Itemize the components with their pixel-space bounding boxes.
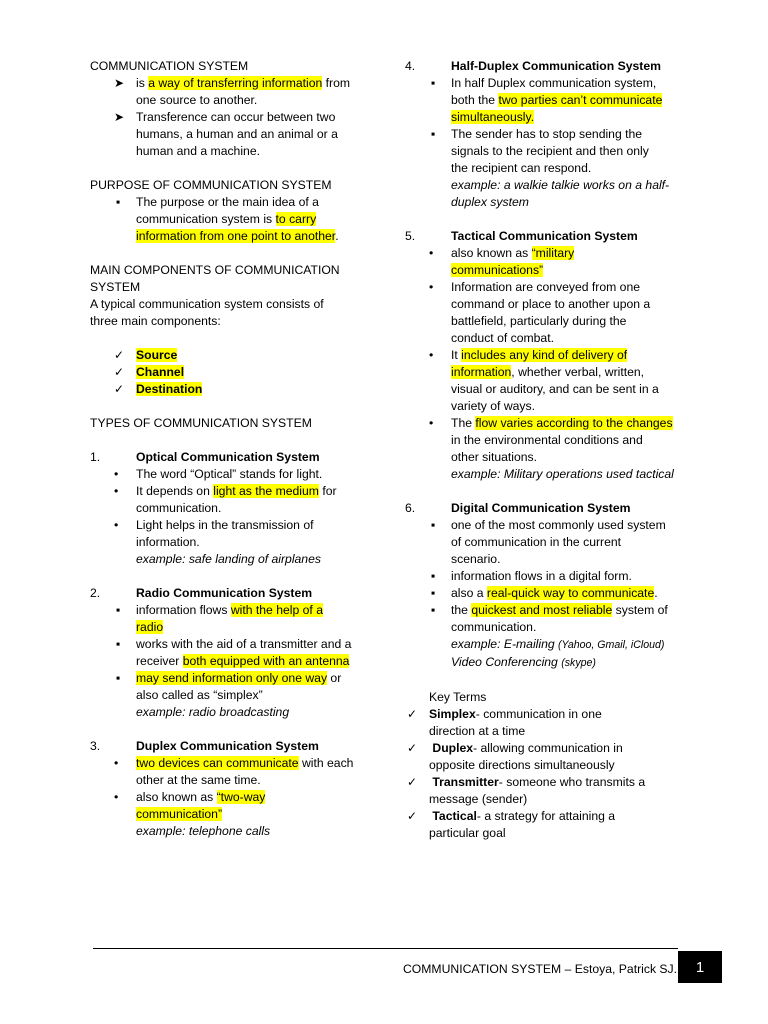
key-term-item: ✓ Duplex- allowing communication in opposite directions simultaneously: [407, 741, 623, 772]
heading-main-components: MAIN COMPONENTS OF COMMUNICATION: [90, 263, 340, 277]
key-term-item: ✓ Transmitter- someone who transmits a message (sender): [407, 775, 646, 806]
check-icon: ✓: [407, 809, 418, 823]
components-intro: A typical communication system consists of: [90, 297, 324, 311]
square-bullet-icon: ▪: [116, 671, 121, 685]
list-item: ▪ The sender has to stop sending the signals to the recipient and then only the recipient can respond. example: a walkie talkie works on a half- duplex system: [405, 126, 695, 211]
list-item: ▪ The purpose or the main idea of a communication system is to carry information from one point to another.: [116, 195, 339, 243]
example-text: example: Military operations used tactical: [451, 467, 674, 481]
square-bullet-icon: ▪: [116, 603, 121, 617]
square-bullet-icon: ▪: [431, 518, 436, 532]
square-bullet-icon: ▪: [431, 76, 436, 90]
dot-bullet-icon: •: [114, 756, 119, 770]
heading-purpose: PURPOSE OF COMMUNICATION SYSTEM: [90, 178, 332, 192]
type-tactical-title: 5. Tactical Communication System: [405, 229, 638, 243]
footer-text: COMMUNICATION SYSTEM – Estoya, Patrick SJ.: [403, 962, 678, 976]
list-item: ▪ information flows in a digital form.: [431, 569, 632, 583]
list-item: • also known as “two-way communication” example: telephone calls: [90, 789, 375, 840]
dot-bullet-icon: •: [114, 790, 119, 804]
example-text: example: radio broadcasting: [136, 705, 290, 719]
key-term-item: ✓ Tactical- a strategy for attaining a particular goal: [407, 809, 616, 840]
dot-bullet-icon: •: [114, 467, 119, 481]
square-bullet-icon: ▪: [431, 586, 436, 600]
list-item: ▪ the quickest and most reliable system of communication. example: E-mailing (Yahoo, Gmail, iCloud) Video Conferencing (skype): [405, 602, 695, 672]
square-bullet-icon: ▪: [116, 637, 121, 651]
dot-bullet-icon: •: [429, 348, 434, 362]
list-item: • It includes any kind of delivery of information, whether verbal, written, visual or auditory, and can be sent in a variety of ways.: [429, 348, 659, 413]
component-item: ✓ Channel: [114, 365, 185, 379]
list-item: • Information are conveyed from one command or place to another upon a battlefield, particularly during the conduct of combat.: [429, 280, 651, 345]
list-item: ➤ Transference can occur between two humans, a human and an animal or a human and a machine.: [114, 110, 338, 158]
square-bullet-icon: ▪: [431, 127, 436, 141]
type-half-duplex-title: 4. Half-Duplex Communication System: [405, 59, 661, 73]
arrow-bullet-icon: ➤: [114, 76, 125, 90]
type-radio-title: 2. Radio Communication System: [90, 586, 313, 600]
list-item: • also known as “military communications”: [429, 246, 575, 277]
dot-bullet-icon: •: [429, 280, 434, 294]
check-icon: ✓: [407, 707, 418, 721]
example-text: example: telephone calls: [136, 824, 271, 838]
list-item: • It depends on light as the medium for communication.: [114, 484, 337, 515]
list-item: ➤ is a way of transferring information from one source to another.: [114, 76, 351, 107]
square-bullet-icon: ▪: [431, 569, 436, 583]
list-item: • The word “Optical” stands for light.: [114, 467, 323, 481]
type-duplex-title: 3. Duplex Communication System: [90, 739, 319, 753]
example-text: example: a walkie talkie works on a half-: [451, 178, 670, 192]
key-terms-title: Key Terms: [429, 690, 487, 704]
list-item: ▪ information flows with the help of a radio: [116, 603, 323, 634]
dot-bullet-icon: •: [429, 416, 434, 430]
list-item: • The flow varies according to the changes in the environmental conditions and other situations. example: Military operations used tactical: [405, 415, 695, 483]
list-item: ▪ one of the most commonly used system of communication in the current scenario.: [431, 518, 666, 566]
example-text: example: safe landing of airplanes: [136, 552, 321, 566]
dot-bullet-icon: •: [114, 518, 119, 532]
type-optical-title: 1. Optical Communication System: [90, 450, 320, 464]
dot-bullet-icon: •: [114, 484, 119, 498]
heading-communication-system: COMMUNICATION SYSTEM: [90, 59, 249, 73]
heading-types: TYPES OF COMMUNICATION SYSTEM: [90, 416, 312, 430]
check-icon: ✓: [114, 348, 125, 362]
list-item: ▪ may send information only one way or also called as “simplex” example: radio broadcasting: [90, 670, 375, 721]
square-bullet-icon: ▪: [116, 195, 121, 209]
footer-divider: [93, 948, 678, 949]
list-item: • Light helps in the transmission of information. example: safe landing of airplanes: [90, 517, 375, 568]
example-text: example: E-mailing (Yahoo, Gmail, iCloud): [451, 637, 665, 651]
check-icon: ✓: [407, 741, 418, 755]
right-column: [405, 58, 695, 842]
component-item: ✓ Destination: [114, 382, 203, 396]
list-item: ▪ also a real-quick way to communicate.: [431, 586, 658, 600]
key-term-item: ✓ Simplex- communication in one direction at a time: [407, 707, 602, 738]
square-bullet-icon: ▪: [431, 603, 436, 617]
dot-bullet-icon: •: [429, 246, 434, 260]
component-item: ✓ Source: [114, 348, 178, 362]
type-digital-title: 6. Digital Communication System: [405, 501, 631, 515]
left-column: COMMUNICATION SYSTEM ➤ is a way of transferring information from one source to another. ➤ Transference can occur between two humans, a human and an animal or a human and a machine. PURPOSE OF COMMUNICATION SYSTEM ▪ The purpose or the main idea of a communication system is to carry information from one point to another. MAIN COMPONENTS OF COMMUNICATION SYSTEM A typical communication system consists of three main components: ✓ Source ✓ Channel ✓ Destination TYPES OF COMMUNICATION SYSTEM 1. Optical Communication System • The word “Optical” stands for light. • It depends on light as the medium for communication. • Light helps in the transmission of information. example: safe landing of airplanes 2. Radio Communication System ▪ information flows with the help of a radio ▪ works with the aid of a transmitter and a receiver both equipped with an antenna ▪ may send information only one way or also called as “simplex” example: radio broadcasting 3. Duplex Communication System • two devices can communicate with each other at the same time. • also known as “two-way communication” example: telephone calls: [90, 58, 375, 840]
list-item: • two devices can communicate with each other at the same time.: [114, 756, 354, 787]
list-item: ▪ In half Duplex communication system, both the two parties can’t communicate simultaneously.: [431, 76, 663, 124]
arrow-bullet-icon: ➤: [114, 110, 125, 124]
check-icon: ✓: [407, 775, 418, 789]
check-icon: ✓: [114, 382, 125, 396]
check-icon: ✓: [114, 365, 125, 379]
list-item: ▪ works with the aid of a transmitter and a receiver both equipped with an antenna: [116, 637, 352, 668]
page-number: 1: [678, 951, 722, 983]
